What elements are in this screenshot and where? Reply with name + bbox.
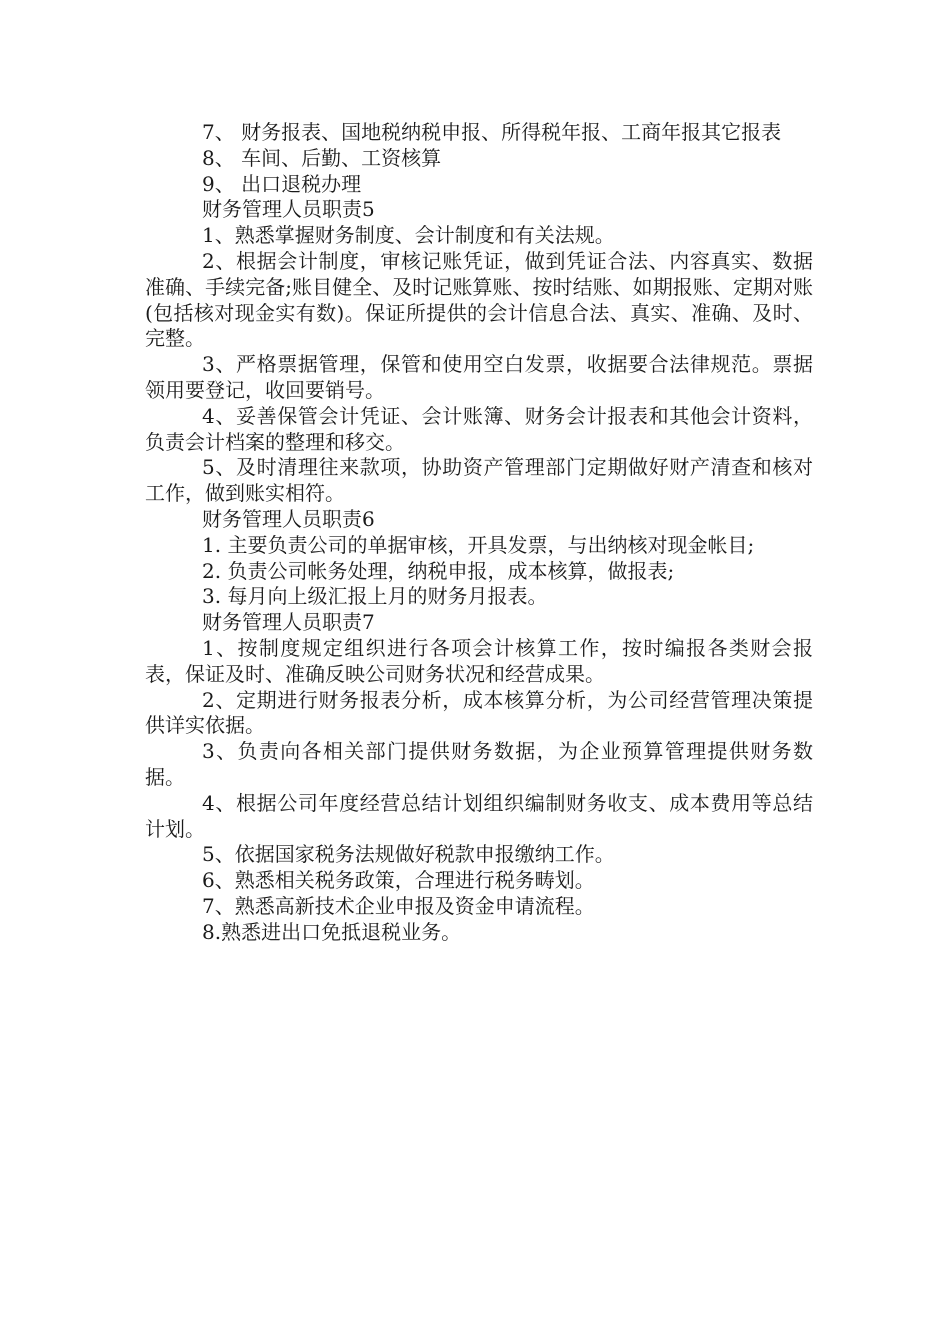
paragraph-9: 5、及时清理往来款项，协助资产管理部门定期做好财产清查和核对工作，做到账实相符。 xyxy=(145,455,813,506)
paragraph-22: 8.熟悉进出口免抵退税业务。 xyxy=(202,919,462,944)
paragraph-15: 1、按制度规定组织进行各项会计核算工作，按时编报各类财会报表，保证及时、准确反映公司财务状况和经营成果。 xyxy=(145,635,813,686)
paragraph-21: 7、熟悉高新技术企业申报及资金申请流程。 xyxy=(202,893,595,918)
paragraph-7: 3、严格票据管理，保管和使用空白发票，收据要合法律规范。票据领用要登记，收回要销号。 xyxy=(145,352,813,402)
paragraph-2: 8、 车间、后勤、工资核算 xyxy=(202,145,442,170)
section-heading-6: 财务管理人员职责6 xyxy=(202,506,375,531)
section-heading-5: 财务管理人员职责5 xyxy=(202,197,375,222)
paragraph-1: 7、 财务报表、国地税纳税申报、所得税年报、工商年报其它报表 xyxy=(202,120,782,144)
paragraph-5: 1、熟悉掌握财务制度、会计制度和有关法规。 xyxy=(202,223,615,248)
document-body xyxy=(145,120,813,946)
paragraph-11: 1. 主要负责公司的单据审核，开具发票，与出纳核对现金帐目; xyxy=(202,532,755,557)
paragraph-19: 5、依据国家税务法规做好税款申报缴纳工作。 xyxy=(202,842,615,867)
paragraph-18: 4、根据公司年度经营总结计划组织编制财务收支、成本费用等总结计划。 xyxy=(145,790,813,841)
paragraph-12: 2. 负责公司帐务处理，纳税申报，成本核算，做报表; xyxy=(202,558,675,583)
paragraph-20: 6、熟悉相关税务政策，合理进行税务畴划。 xyxy=(202,868,595,893)
paragraph-16: 2、定期进行财务报表分析，成本核算分析，为公司经营管理决策提供详实依据。 xyxy=(145,687,813,738)
section-heading-7: 财务管理人员职责7 xyxy=(202,610,375,635)
paragraph-3: 9、 出口退税办理 xyxy=(202,171,362,196)
paragraph-6: 2、根据会计制度，审核记账凭证，做到凭证合法、内容真实、数据准确、手续完备;账目健全、及时记账算账、按时结账、如期报账、定期对账(包括核对现金实有数)。保证所提供的会计信息合法、真实、准确、及时、完整。 xyxy=(145,248,813,351)
paragraph-13: 3. 每月向上级汇报上月的财务月报表。 xyxy=(202,584,548,609)
paragraph-8: 4、妥善保管会计凭证、会计账簿、财务会计报表和其他会计资料，负责会计档案的整理和移交。 xyxy=(145,403,813,454)
paragraph-17: 3、负责向各相关部门提供财务数据，为企业预算管理提供财务数据。 xyxy=(145,739,813,789)
